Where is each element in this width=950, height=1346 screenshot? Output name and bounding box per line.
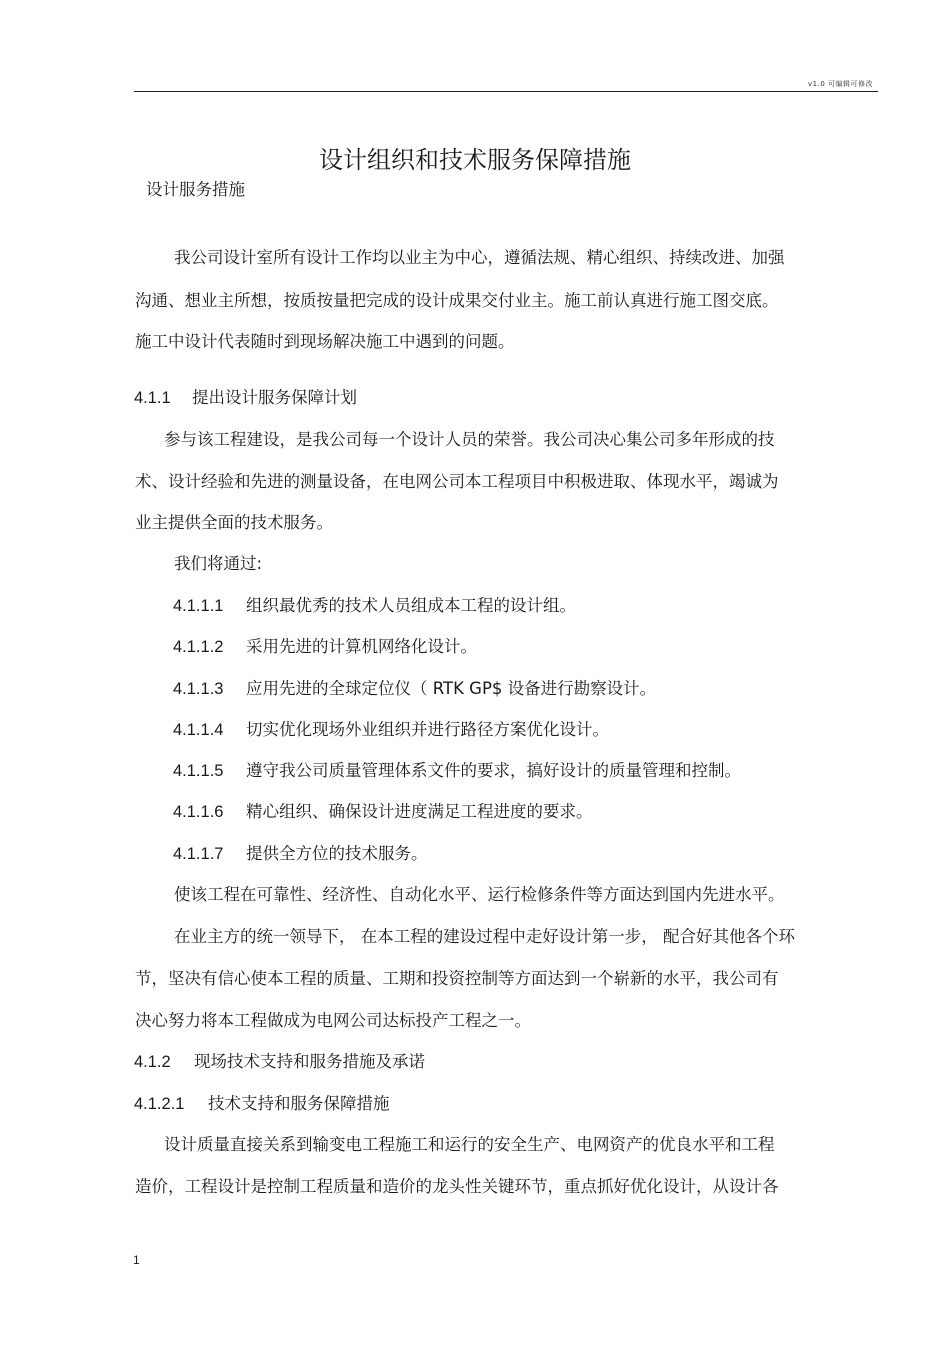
para-4-1-1-line-3: 业主提供全面的技术服务。 — [135, 513, 333, 532]
heading-number: 4.1.1 — [134, 389, 171, 407]
heading-text: 提出设计服务保障计划 — [192, 388, 357, 407]
header-version: v1.0 可编辑可修改 — [808, 80, 873, 88]
intro-line-3: 施工中设计代表随时到现场解决施工中遇到的问题。 — [135, 332, 515, 351]
intro-line-2: 沟通、想业主所想，按质按量把完成的设计成果交付业主。施工前认真进行施工图交底。 — [135, 291, 779, 310]
closing-para-line-1: 在业主方的统一领导下， 在本工程的建设过程中走好设计第一步， 配合好其他各个环 — [174, 927, 795, 946]
list-item — [173, 844, 428, 864]
list-item-text: 应用先进的全球定位仪（ RTK GP$ 设备进行勘察设计。 — [246, 679, 657, 698]
heading-4-1-2-1 — [134, 1094, 390, 1114]
closing-para-line-3: 决心努力将本工程做成为电网公司达标投产工程之一。 — [135, 1011, 531, 1030]
list-item-number: 4.1.1.2 — [173, 638, 224, 656]
page-number: 1 — [133, 1253, 140, 1267]
heading-number: 4.1.2 — [134, 1053, 171, 1071]
list-item-number: 4.1.1.1 — [173, 597, 224, 615]
list-item-number: 4.1.1.7 — [173, 845, 224, 863]
para-4-1-2-1-line-2: 造价，工程设计是控制工程质量和造价的龙头性关键环节，重点抓好优化设计，从设计各 — [135, 1177, 779, 1196]
list-item-text: 提供全方位的技术服务。 — [246, 844, 428, 863]
list-item-number: 4.1.1.6 — [173, 803, 224, 821]
heading-4-1-1 — [134, 388, 357, 408]
closing-line-1: 使该工程在可靠性、经济性、自动化水平、运行检修条件等方面达到国内先进水平。 — [174, 885, 785, 904]
list-item — [173, 720, 609, 740]
list-item-number: 4.1.1.3 — [173, 680, 224, 698]
heading-4-1-2 — [134, 1052, 425, 1072]
intro-line-1: 我公司设计室所有设计工作均以业主为中心，遵循法规、精心组织、持续改进、加强 — [174, 248, 785, 267]
list-item — [173, 596, 576, 616]
list-item — [173, 802, 593, 822]
document-title: 设计组织和技术服务保障措施 — [319, 146, 631, 174]
list-item-text: 切实优化现场外业组织并进行路径方案优化设计。 — [246, 720, 609, 739]
list-item-number: 4.1.1.5 — [173, 762, 224, 780]
list-item-number: 4.1.1.4 — [173, 721, 224, 739]
list-item — [173, 679, 656, 699]
list-item-text: 遵守我公司质量管理体系文件的要求，搞好设计的质量管理和控制。 — [246, 761, 741, 780]
list-item-text: 组织最优秀的技术人员组成本工程的设计组。 — [246, 596, 576, 615]
para-4-1-2-1-line-1: 设计质量直接关系到输变电工程施工和运行的安全生产、电网资产的优良水平和工程 — [164, 1135, 775, 1154]
list-item — [173, 761, 741, 781]
para-4-1-1-line-2: 术、设计经验和先进的测量设备，在电网公司本工程项目中积极进取、体现水平，竭诚为 — [135, 472, 779, 491]
list-item — [173, 637, 477, 657]
heading-text: 技术支持和服务保障措施 — [208, 1094, 390, 1113]
closing-para-line-2: 节，坚决有信心使本工程的质量、工期和投资控制等方面达到一个崭新的水平，我公司有 — [135, 969, 779, 988]
heading-number: 4.1.2.1 — [134, 1095, 185, 1113]
section-heading: 设计服务措施 — [146, 180, 245, 199]
heading-text: 现场技术支持和服务措施及承诺 — [194, 1052, 425, 1071]
lead-text: 我们将通过: — [174, 554, 263, 573]
header-rule — [134, 91, 878, 92]
para-4-1-1-line-1: 参与该工程建设，是我公司每一个设计人员的荣誉。我公司决心集公司多年形成的技 — [164, 430, 775, 449]
list-item-text: 精心组织、确保设计进度满足工程进度的要求。 — [246, 802, 593, 821]
list-item-text: 采用先进的计算机网络化设计。 — [246, 637, 477, 656]
